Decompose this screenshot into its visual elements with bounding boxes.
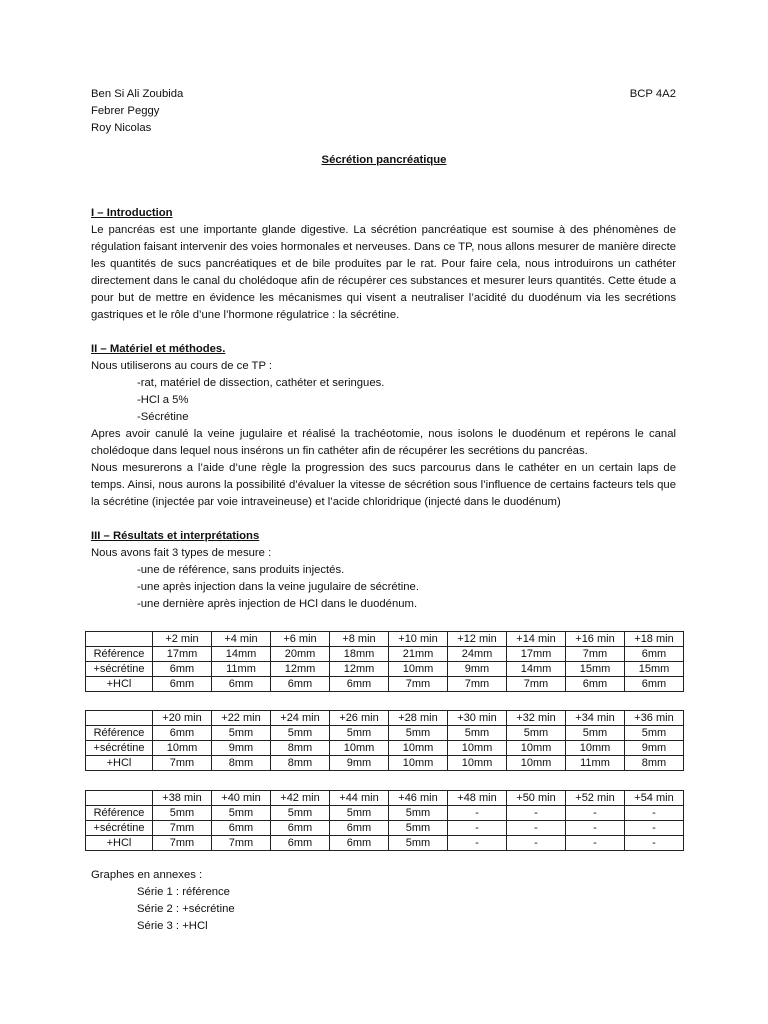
section-heading: I – Introduction [91, 207, 173, 219]
table-cell: 6mm [153, 726, 212, 741]
table-header-cell: +16 min [566, 632, 625, 647]
list-item: Série 2 : +sécrétine [137, 903, 235, 915]
list-item: Série 3 : +HCl [137, 920, 208, 932]
table-cell: - [448, 836, 507, 851]
table-cell: 6mm [625, 647, 684, 662]
section-methods [91, 341, 676, 511]
table-cell: 12mm [271, 662, 330, 677]
row-label: Référence [86, 726, 153, 741]
table-cell: - [566, 836, 625, 851]
table-cell: 10mm [153, 741, 212, 756]
table-header-cell: +18 min [625, 632, 684, 647]
table-row [86, 836, 684, 851]
table-cell: 15mm [566, 662, 625, 677]
section-results [91, 528, 676, 613]
table-cell: 8mm [271, 756, 330, 771]
table-header-cell: +34 min [566, 711, 625, 726]
table-cell: 5mm [389, 806, 448, 821]
section-heading: II – Matériel et méthodes. [91, 343, 226, 355]
table-row [86, 677, 684, 692]
table-cell: - [625, 836, 684, 851]
table-cell: 5mm [330, 806, 389, 821]
author-name: Ben Si Ali Zoubida [91, 88, 184, 100]
table-cell: - [507, 806, 566, 821]
table-cell: 24mm [448, 647, 507, 662]
table-header-row [86, 711, 684, 726]
table-cell: 14mm [212, 647, 271, 662]
table-cell: 5mm [212, 726, 271, 741]
table-cell: 10mm [389, 741, 448, 756]
table-cell: - [625, 821, 684, 836]
table-cell: 7mm [566, 647, 625, 662]
table-cell: 10mm [389, 662, 448, 677]
table-header-cell: +52 min [566, 791, 625, 806]
table-cell: 6mm [271, 677, 330, 692]
table-header-cell: +8 min [330, 632, 389, 647]
row-label: +HCl [86, 756, 153, 771]
table-cell: 10mm [389, 756, 448, 771]
table-cell: - [566, 806, 625, 821]
table-cell: 7mm [153, 836, 212, 851]
table-header-cell: +20 min [153, 711, 212, 726]
table-header-cell: +46 min [389, 791, 448, 806]
paragraph: Graphes en annexes : [91, 869, 203, 881]
table-header-cell: +4 min [212, 632, 271, 647]
row-label: +sécrétine [86, 662, 153, 677]
row-label: Référence [86, 806, 153, 821]
document-title: Sécrétion pancréatique [321, 154, 447, 166]
table-cell: 6mm [212, 677, 271, 692]
author-list [91, 86, 676, 137]
measurement-table [85, 710, 684, 771]
table-cell: 5mm [153, 806, 212, 821]
table-cell: 7mm [389, 677, 448, 692]
row-label: +sécrétine [86, 821, 153, 836]
table-row [86, 821, 684, 836]
table-cell: 6mm [330, 821, 389, 836]
table-cell: 21mm [389, 647, 448, 662]
list-item: -HCl a 5% [137, 394, 189, 406]
table-cell: 5mm [625, 726, 684, 741]
measurement-table [85, 790, 684, 851]
table-header-cell: +28 min [389, 711, 448, 726]
row-label: +HCl [86, 677, 153, 692]
paragraph: Nous utiliserons au cours de ce TP : [91, 360, 273, 372]
table-cell: 6mm [566, 677, 625, 692]
table-cell: 14mm [507, 662, 566, 677]
table-header-cell: +12 min [448, 632, 507, 647]
table-header-cell: +48 min [448, 791, 507, 806]
table-header-cell: +24 min [271, 711, 330, 726]
table-header-cell: +10 min [389, 632, 448, 647]
row-label: Référence [86, 647, 153, 662]
table-cell: 5mm [507, 726, 566, 741]
table-header-cell: +22 min [212, 711, 271, 726]
table-cell: - [625, 806, 684, 821]
table-header-row [86, 791, 684, 806]
table-cell: 5mm [448, 726, 507, 741]
table-cell: 5mm [271, 806, 330, 821]
table-header-cell [86, 791, 153, 806]
table-header-cell: +26 min [330, 711, 389, 726]
table-header-cell: +44 min [330, 791, 389, 806]
table-row [86, 741, 684, 756]
row-label: +HCl [86, 836, 153, 851]
class-code: BCP 4A2 [629, 88, 676, 100]
table-cell: 17mm [153, 647, 212, 662]
section-annexes [91, 867, 676, 935]
list-item: Série 1 : référence [137, 886, 230, 898]
table-cell: 7mm [153, 756, 212, 771]
table-cell: 10mm [507, 756, 566, 771]
table-cell: 6mm [271, 836, 330, 851]
table-header-cell: +42 min [271, 791, 330, 806]
table-header-cell: +14 min [507, 632, 566, 647]
table-cell: 7mm [507, 677, 566, 692]
table-cell: 18mm [330, 647, 389, 662]
measurement-table [85, 631, 684, 692]
row-label: +sécrétine [86, 741, 153, 756]
list-item: -une après injection dans la veine jugulaire de sécrétine. [137, 581, 419, 593]
table-header-row [86, 632, 684, 647]
list-item: -Sécrétine [137, 411, 189, 423]
table-cell: - [507, 821, 566, 836]
section-introduction [91, 205, 676, 324]
table-cell: 7mm [448, 677, 507, 692]
table-cell: - [507, 836, 566, 851]
table-cell: 6mm [625, 677, 684, 692]
table-row [86, 662, 684, 677]
paragraph: Nous mesurerons a l’aide d’une règle la progression des sucs parcourus dans le cathéter en un certain laps de temps. Ainsi, nous aurons la possibilité d’évaluer la vitesse de sécrétion sous l’influence de certains facteurs tels que la sécrétine (injectée par voie intraveineuse) et l’acide chloridrique (injecté dans le duodénum) [91, 462, 676, 508]
table-cell: 6mm [153, 662, 212, 677]
table-row [86, 647, 684, 662]
table-header-cell: +32 min [507, 711, 566, 726]
table-cell: 9mm [448, 662, 507, 677]
list-item: -une de référence, sans produits injectés. [137, 564, 345, 576]
table-cell: 9mm [625, 741, 684, 756]
table-cell: 7mm [153, 821, 212, 836]
table-cell: 5mm [212, 806, 271, 821]
table-cell: 10mm [448, 741, 507, 756]
table-cell: 9mm [330, 756, 389, 771]
table-cell: - [448, 821, 507, 836]
table-cell: 8mm [212, 756, 271, 771]
table-cell: 15mm [625, 662, 684, 677]
table-header-cell: +50 min [507, 791, 566, 806]
table-header-cell: +40 min [212, 791, 271, 806]
table-header-cell [86, 711, 153, 726]
table-cell: 10mm [566, 741, 625, 756]
table-cell: 6mm [153, 677, 212, 692]
table-cell: 6mm [212, 821, 271, 836]
table-cell: 8mm [625, 756, 684, 771]
table-cell: - [566, 821, 625, 836]
table-cell: 5mm [566, 726, 625, 741]
table-header-cell: +38 min [153, 791, 212, 806]
table-header-cell: +6 min [271, 632, 330, 647]
table-cell: 9mm [212, 741, 271, 756]
table-header-cell: +36 min [625, 711, 684, 726]
table-cell: 12mm [330, 662, 389, 677]
header [91, 86, 676, 137]
paragraph: Le pancréas est une importante glande digestive. La sécrétion pancréatique est soumise à des phénomènes de régulation faisant intervenir des voies hormonales et nerveuses. Dans ce TP, nous allons mesurer de manière directe les quantités de sucs pancréatiques et de bile produites par le rat. Pour faire cela, nous introduirons un cathéter directement dans le canal du cholédoque afin de récupérer ces substances et mesurer leurs quantités. Cette étude a pour but de mettre en évidence les mécanismes qui visent a neutraliser l’acidité du duodénum via les secrétions gastriques et le rôle d’une l’hormone régulatrice : la sécrétine. [91, 224, 676, 321]
table-cell: 10mm [448, 756, 507, 771]
table-cell: 5mm [389, 726, 448, 741]
table-cell: 5mm [271, 726, 330, 741]
paragraph: Apres avoir canulé la veine jugulaire et réalisé la trachéotomie, nous isolons le duodénum et repérons le canal cholédoque dans lequel nous insérons un fin cathéter afin de récupérer les secrétions du pancréas. [91, 428, 676, 457]
table-cell: 8mm [271, 741, 330, 756]
table-header-cell: +30 min [448, 711, 507, 726]
table-cell: 5mm [330, 726, 389, 741]
table-cell: 11mm [566, 756, 625, 771]
table-cell: 17mm [507, 647, 566, 662]
table-cell: 6mm [330, 836, 389, 851]
author-name: Febrer Peggy [91, 105, 160, 117]
table-row [86, 726, 684, 741]
paragraph: Nous avons fait 3 types de mesure : [91, 547, 272, 559]
table-cell: 6mm [271, 821, 330, 836]
table-cell: 11mm [212, 662, 271, 677]
table-cell: 6mm [330, 677, 389, 692]
table-cell: - [448, 806, 507, 821]
table-cell: 10mm [507, 741, 566, 756]
table-cell: 5mm [389, 821, 448, 836]
table-cell: 20mm [271, 647, 330, 662]
author-name: Roy Nicolas [91, 122, 152, 134]
table-header-cell [86, 632, 153, 647]
section-heading: III – Résultats et interprétations [91, 530, 260, 542]
table-header-cell: +54 min [625, 791, 684, 806]
table-cell: 10mm [330, 741, 389, 756]
table-cell: 5mm [389, 836, 448, 851]
table-header-cell: +2 min [153, 632, 212, 647]
table-row [86, 756, 684, 771]
list-item: -une dernière après injection de HCl dans le duodénum. [137, 598, 418, 610]
table-row [86, 806, 684, 821]
table-cell: 7mm [212, 836, 271, 851]
list-item: -rat, matériel de dissection, cathéter et seringues. [137, 377, 385, 389]
